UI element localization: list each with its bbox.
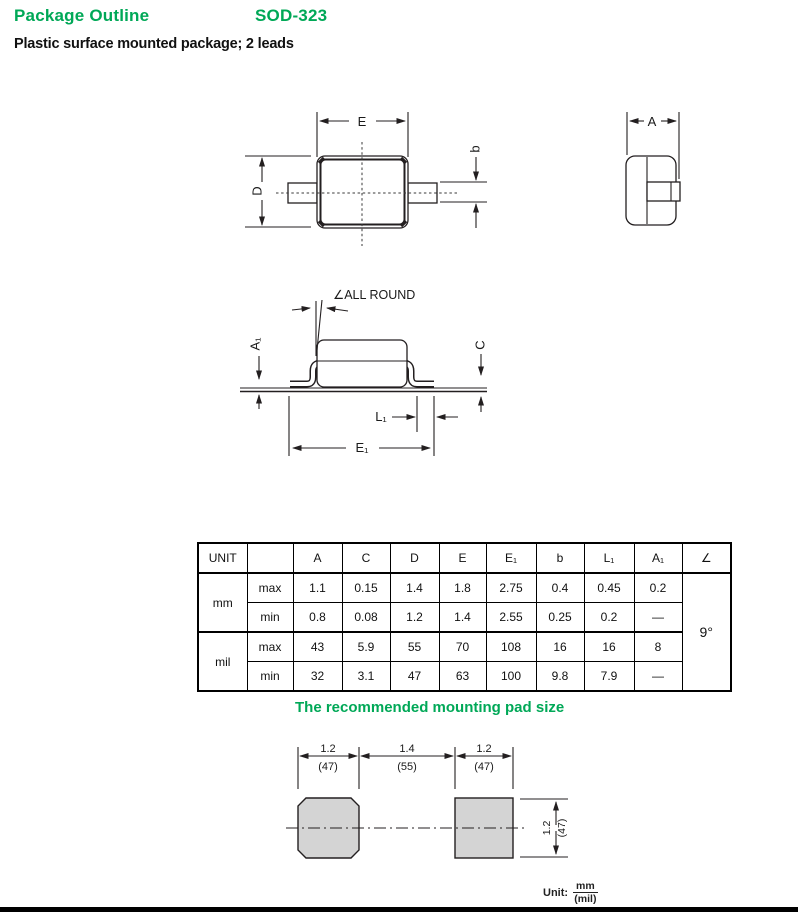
table-row: mm max 1.1 0.15 1.4 1.8 2.75 0.4 0.45 0.2 9° bbox=[198, 573, 731, 603]
unit-note bbox=[543, 880, 598, 905]
dim-label-C: C bbox=[472, 340, 488, 350]
pad-dim-right-mil: (47) bbox=[474, 761, 494, 773]
mounting-pad-drawing bbox=[286, 743, 568, 858]
end-view-drawing bbox=[626, 112, 680, 225]
col-header-D: D bbox=[390, 543, 439, 573]
dim-label-D: D bbox=[249, 186, 265, 196]
package-body-top-view bbox=[317, 156, 408, 228]
col-header-E: E bbox=[439, 543, 486, 573]
pad-dim-left-mil: (47) bbox=[318, 761, 338, 773]
dim-label-L1: L₁ bbox=[375, 409, 387, 424]
pad-dim-right-mm: 1.2 bbox=[476, 743, 492, 755]
unit-numerator: mm bbox=[573, 880, 598, 893]
unit-denominator: (mil) bbox=[574, 893, 597, 906]
pad-section-heading: The recommended mounting pad size bbox=[295, 699, 565, 716]
angle-value-cell: 9° bbox=[682, 573, 731, 691]
col-header-b: b bbox=[536, 543, 584, 573]
unit-group-mil: mil bbox=[198, 632, 247, 691]
table-row: min 0.8 0.08 1.2 1.4 2.55 0.25 0.2 — bbox=[198, 603, 731, 633]
unit-note-label: Unit: bbox=[543, 886, 569, 899]
dim-label-E1: E₁ bbox=[355, 440, 369, 455]
table-row: min 32 3.1 47 63 100 9.8 7.9 — bbox=[198, 662, 731, 692]
side-profile-drawing bbox=[240, 288, 487, 456]
unit-fraction bbox=[573, 880, 598, 905]
package-name: SOD-323 bbox=[255, 6, 328, 25]
col-header-bound bbox=[247, 543, 293, 573]
page-title: Package Outline bbox=[14, 6, 150, 25]
table-row: mil max 43 5.9 55 70 108 16 16 8 bbox=[198, 632, 731, 662]
table-header-row bbox=[198, 543, 731, 573]
pad-dim-vertical-mm: 1.2 bbox=[540, 820, 553, 836]
pad-dim-center-mil: (55) bbox=[397, 761, 417, 773]
page-subtitle: Plastic surface mounted package; 2 leads bbox=[14, 36, 294, 52]
dim-label-A1: A₁ bbox=[247, 337, 263, 351]
dimensions-table bbox=[197, 542, 732, 692]
lead-right bbox=[408, 183, 437, 203]
mounting-pad-left bbox=[298, 798, 359, 858]
col-header-unit: UNIT bbox=[198, 543, 247, 573]
dim-label-E: E bbox=[357, 114, 367, 129]
col-header-E1: E₁ bbox=[486, 543, 536, 573]
col-header-angle: ∠ bbox=[682, 543, 731, 573]
dim-label-b: b bbox=[467, 145, 483, 153]
col-header-A: A bbox=[293, 543, 342, 573]
all-round-note: ∠ALL ROUND bbox=[333, 288, 416, 302]
pad-dim-left-mm: 1.2 bbox=[320, 743, 336, 755]
col-header-L1: L₁ bbox=[584, 543, 634, 573]
page-footer-bar bbox=[0, 907, 798, 912]
pad-dim-vertical-mil: (47) bbox=[555, 818, 568, 838]
package-body-side-view bbox=[317, 340, 407, 387]
col-header-A1: A₁ bbox=[634, 543, 682, 573]
dim-label-A: A bbox=[647, 114, 657, 129]
top-view-drawing bbox=[245, 112, 487, 246]
col-header-C: C bbox=[342, 543, 390, 573]
pad-dim-center-mm: 1.4 bbox=[399, 743, 415, 755]
lead-end-view bbox=[647, 182, 680, 201]
unit-group-mm: mm bbox=[198, 573, 247, 632]
